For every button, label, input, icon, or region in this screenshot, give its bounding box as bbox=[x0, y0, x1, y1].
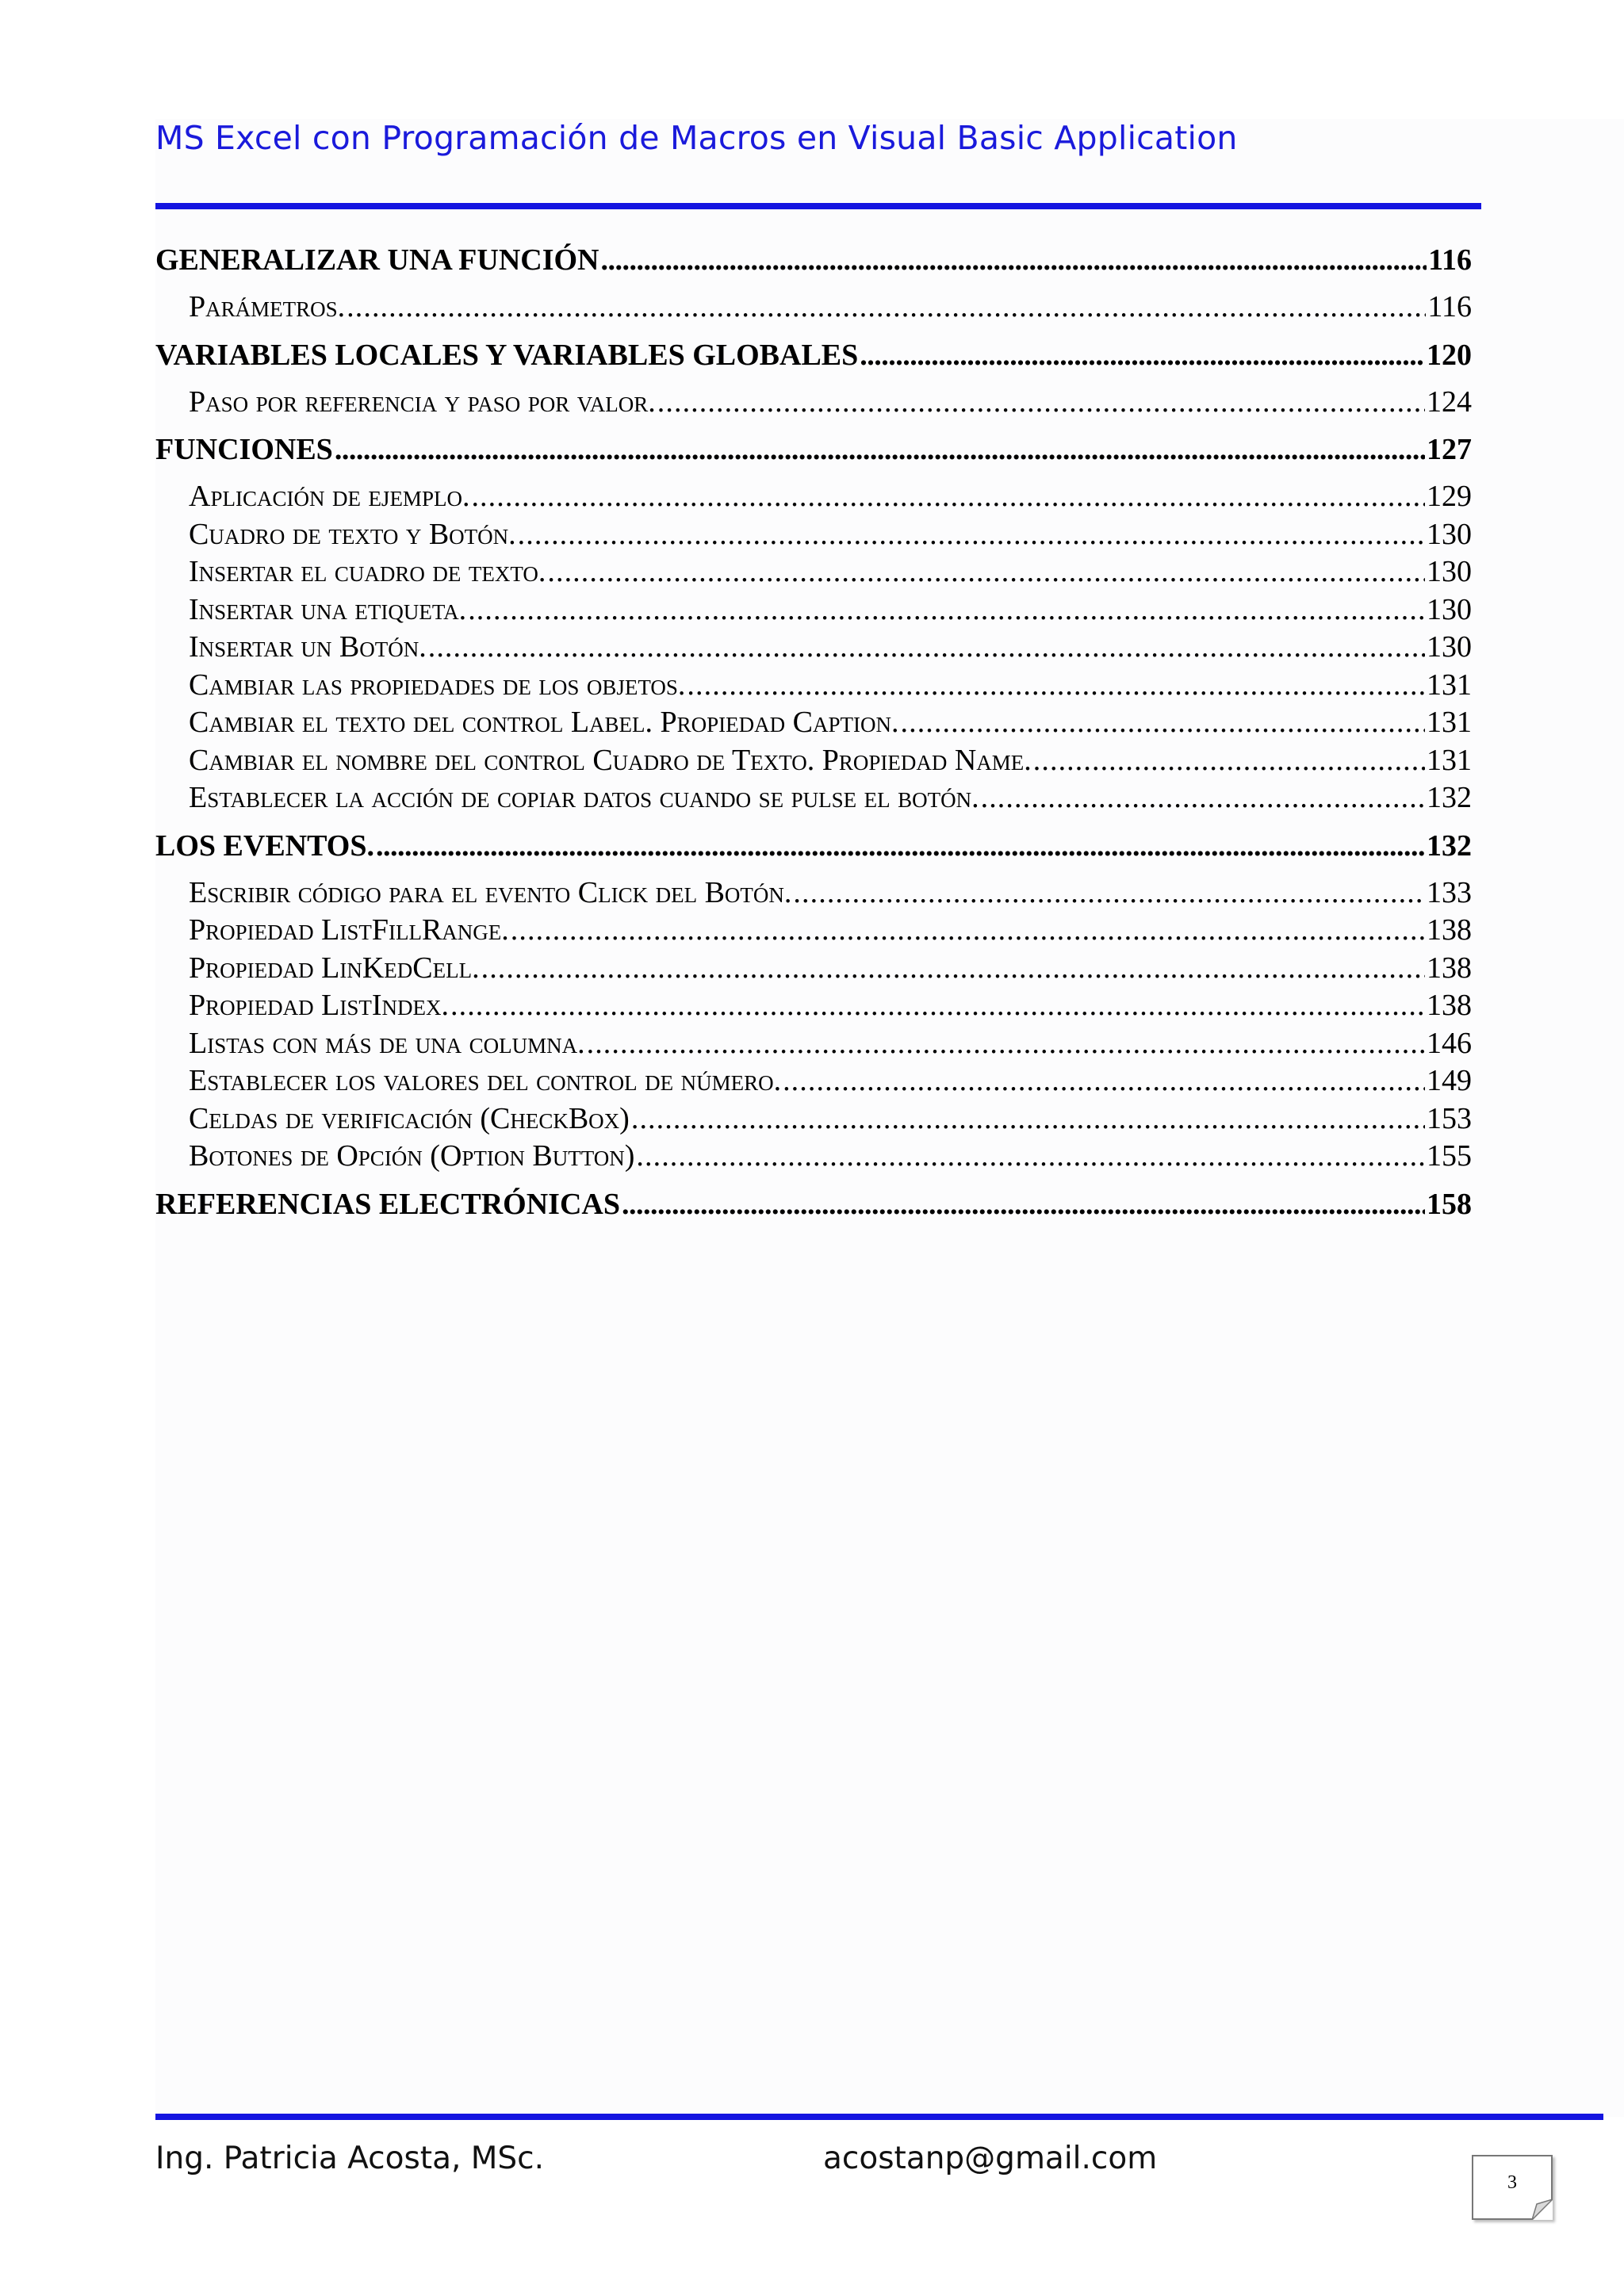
toc-subentry[interactable] bbox=[155, 1062, 1472, 1100]
dot-leader bbox=[981, 779, 1425, 817]
dot-leader bbox=[518, 516, 1425, 554]
toc-entry-label: Botones de Opción (Option Button) bbox=[189, 1139, 635, 1173]
toc-entry-page-number: 124 bbox=[1427, 385, 1472, 419]
toc-entry-page-number: 146 bbox=[1427, 1026, 1472, 1060]
dot-leader bbox=[587, 1025, 1425, 1063]
toc-entry-label: Listas con más de una columna. bbox=[189, 1026, 585, 1060]
toc-entry-label: Aplicación de ejemplo. bbox=[189, 480, 470, 513]
toc-subentry[interactable] bbox=[155, 667, 1472, 705]
toc-entry-page-number: 158 bbox=[1427, 1187, 1472, 1221]
toc-subentry[interactable] bbox=[155, 912, 1472, 950]
dot-leader bbox=[601, 239, 1427, 281]
dot-leader bbox=[481, 950, 1425, 988]
toc-entry-label: Insertar un Botón. bbox=[189, 630, 427, 664]
toc-subentry[interactable] bbox=[155, 553, 1472, 591]
toc-entry-page-number: 149 bbox=[1427, 1064, 1472, 1097]
toc-entry-page-number: 116 bbox=[1428, 243, 1472, 277]
toc-entry-page-number: 130 bbox=[1427, 630, 1472, 664]
toc-heading-entry[interactable] bbox=[155, 239, 1472, 281]
toc-entry-page-number: 153 bbox=[1427, 1101, 1472, 1135]
dot-leader bbox=[1033, 742, 1425, 780]
toc-entry-label: Celdas de verificación (CheckBox) bbox=[189, 1101, 630, 1135]
toc-entry-page-number: 120 bbox=[1427, 338, 1472, 372]
toc-entry-label: REFERENCIAS ELECTRÓNICAS bbox=[155, 1187, 620, 1221]
page-number: 3 bbox=[1507, 2172, 1517, 2193]
toc-entry-label: Parámetros. bbox=[189, 290, 346, 323]
toc-entry-page-number: 138 bbox=[1427, 913, 1472, 947]
running-header-title: MS Excel con Programación de Macros en Visual Basic Application bbox=[155, 119, 1238, 157]
toc-subentry[interactable] bbox=[155, 629, 1472, 667]
toc-entry-page-number: 132 bbox=[1427, 828, 1472, 863]
toc-entry-label: Propiedad ListIndex. bbox=[189, 989, 449, 1022]
toc-entry-page-number: 138 bbox=[1427, 989, 1472, 1022]
dot-leader bbox=[860, 335, 1425, 376]
toc-subentry[interactable] bbox=[155, 1138, 1472, 1176]
dot-leader bbox=[376, 825, 1425, 867]
dot-leader bbox=[347, 289, 1426, 327]
footer-rule bbox=[155, 2114, 1603, 2120]
page-curl-icon bbox=[1532, 2199, 1553, 2220]
toc-heading-entry[interactable] bbox=[155, 1184, 1472, 1225]
toc-entry-label: Escribir código para el evento Click del Botón. bbox=[189, 875, 792, 909]
toc-entry-label: Insertar una etiqueta. bbox=[189, 592, 467, 626]
dot-leader bbox=[428, 629, 1425, 667]
dot-leader bbox=[468, 591, 1425, 629]
toc-subentry[interactable] bbox=[155, 742, 1472, 780]
dot-leader bbox=[901, 704, 1426, 742]
dot-leader bbox=[547, 553, 1425, 591]
toc-entry-page-number: 138 bbox=[1427, 951, 1472, 985]
toc-subentry[interactable] bbox=[155, 384, 1472, 422]
dot-leader bbox=[783, 1062, 1425, 1100]
toc-entry-label: Cambiar el texto del control Label. Propiedad Caption. bbox=[189, 706, 899, 739]
toc-subentry[interactable] bbox=[155, 950, 1472, 988]
toc-heading-entry[interactable] bbox=[155, 335, 1472, 376]
toc-entry-page-number: 130 bbox=[1427, 555, 1472, 588]
toc-entry-page-number: 131 bbox=[1427, 743, 1472, 777]
toc-entry-page-number: 131 bbox=[1427, 706, 1472, 739]
dot-leader bbox=[793, 874, 1425, 913]
toc-entry-label: Cambiar el nombre del control Cuadro de Texto. Propiedad Name. bbox=[189, 743, 1032, 777]
dot-leader bbox=[471, 478, 1425, 516]
toc-heading-entry[interactable] bbox=[155, 825, 1472, 867]
toc-entry-page-number: 129 bbox=[1427, 480, 1472, 513]
toc-entry-page-number: 132 bbox=[1427, 781, 1472, 814]
toc-entry-page-number: 155 bbox=[1427, 1139, 1472, 1173]
toc-entry-page-number: 131 bbox=[1427, 668, 1472, 702]
toc-entry-page-number: 127 bbox=[1427, 433, 1472, 466]
toc-entry-page-number: 130 bbox=[1427, 592, 1472, 626]
toc-subentry[interactable] bbox=[155, 704, 1472, 742]
toc-entry-label: Establecer la acción de copiar datos cuando se pulse el botón. bbox=[189, 781, 979, 814]
header-rule bbox=[155, 203, 1481, 209]
toc-entry-page-number: 130 bbox=[1427, 517, 1472, 551]
toc-entry-page-number: 133 bbox=[1427, 875, 1472, 909]
toc-subentry[interactable] bbox=[155, 987, 1472, 1025]
dot-leader bbox=[636, 1138, 1425, 1176]
toc-subentry[interactable] bbox=[155, 478, 1472, 516]
toc-heading-entry[interactable] bbox=[155, 429, 1472, 470]
toc-entry-label: Establecer los valores del control de número. bbox=[189, 1064, 782, 1097]
toc-subentry[interactable] bbox=[155, 1100, 1472, 1138]
toc-subentry[interactable] bbox=[155, 779, 1472, 817]
toc-entry-label: Paso por referencia y paso por valor. bbox=[189, 385, 656, 419]
toc-entry-label: Propiedad ListFillRange. bbox=[189, 913, 509, 947]
toc-entry-label: Cuadro de texto y Botón. bbox=[189, 517, 516, 551]
dot-leader bbox=[511, 912, 1425, 950]
toc-entry-label: Cambiar las propiedades de los objetos. bbox=[189, 668, 686, 702]
footer-author: Ing. Patricia Acosta, MSc. bbox=[155, 2141, 545, 2176]
dot-leader bbox=[622, 1184, 1425, 1225]
footer-email: acostanp@gmail.com bbox=[823, 2141, 1158, 2176]
toc-entry-label: FUNCIONES bbox=[155, 433, 333, 466]
toc-subentry[interactable] bbox=[155, 591, 1472, 629]
toc-subentry[interactable] bbox=[155, 1025, 1472, 1063]
toc-subentry[interactable] bbox=[155, 516, 1472, 554]
toc-entry-label: VARIABLES LOCALES Y VARIABLES GLOBALES bbox=[155, 338, 859, 372]
dot-leader bbox=[631, 1100, 1425, 1138]
toc-entry-label: Insertar el cuadro de texto. bbox=[189, 555, 546, 588]
dot-leader bbox=[657, 384, 1425, 422]
dot-leader bbox=[450, 987, 1425, 1025]
dot-leader bbox=[687, 667, 1425, 705]
toc-entry-label: Propiedad LinKedCell. bbox=[189, 951, 480, 985]
toc-entry-page-number: 116 bbox=[1427, 290, 1472, 323]
page-number-box bbox=[1472, 2155, 1553, 2220]
toc-subentry[interactable] bbox=[155, 874, 1472, 913]
toc-entry-label: GENERALIZAR UNA FUNCIÓN bbox=[155, 243, 599, 277]
dot-leader bbox=[335, 429, 1425, 470]
toc-entry-label: LOS EVENTOS. bbox=[155, 828, 374, 863]
table-of-contents bbox=[155, 232, 1472, 1233]
toc-subentry[interactable] bbox=[155, 289, 1472, 327]
